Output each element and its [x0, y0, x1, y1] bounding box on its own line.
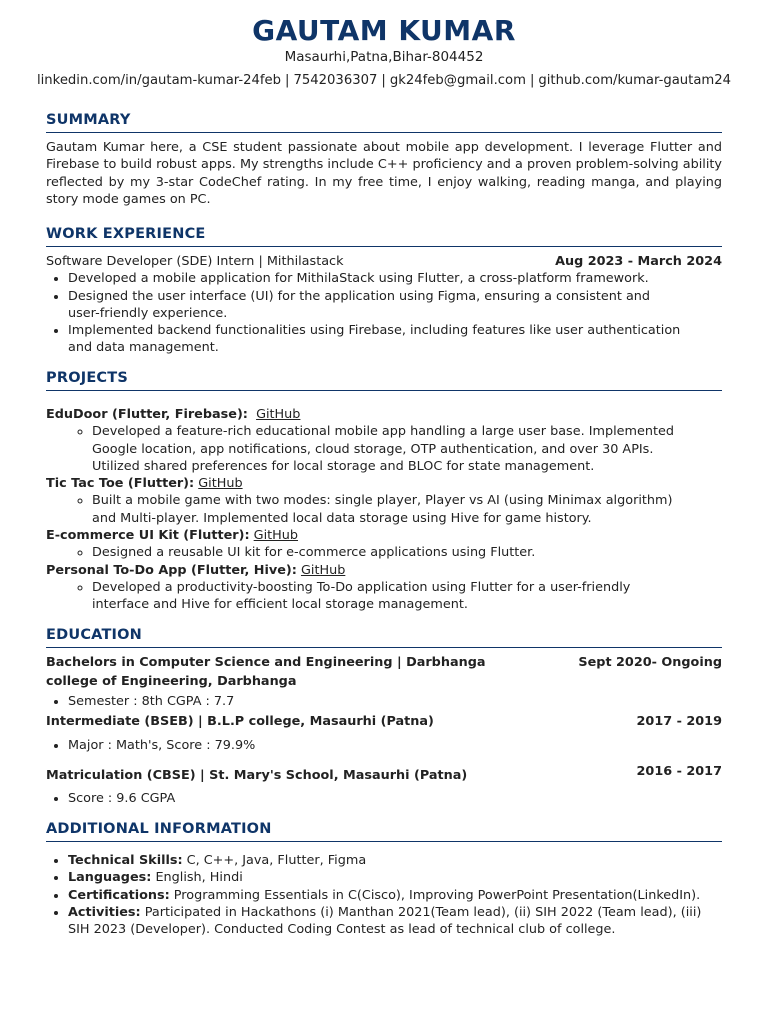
job-role: Software Developer (SDE) Intern | Mithilastack	[46, 254, 344, 269]
additional-list	[46, 852, 722, 938]
list-item	[68, 904, 722, 939]
list-item: ◦ Developed a productivity-boosting To-Do application using Flutter for a user-friendly interface and Hive for efficient local storage management.	[92, 579, 722, 614]
project-name: Tic Tac Toe (Flutter):	[46, 476, 195, 492]
separator: |	[285, 73, 290, 88]
summary-section	[46, 111, 722, 208]
section-title: EDUCATION	[46, 626, 722, 648]
email-link[interactable]: gk24feb@gmail.com	[389, 73, 526, 88]
job-header	[46, 253, 722, 270]
list-item: ◦ Built a mobile game with two modes: single player, Player vs AI (using Minimax algorithm) and Multi-player. Implemented local data storage using Hive for game history.	[92, 492, 722, 527]
project-bullets	[46, 579, 722, 614]
list-item: • Score : 9.6 CGPA	[68, 790, 722, 807]
project-name: EduDoor (Flutter, Firebase):	[46, 407, 248, 422]
separator: |	[381, 73, 386, 88]
list-item: • Designed the user interface (UI) for the application using Figma, ensuring a consistent and user-friendly experience.	[68, 288, 722, 323]
project-title	[46, 562, 722, 579]
list-item	[68, 852, 722, 869]
education-details	[46, 737, 722, 754]
list-item: • Implemented backend functionalities using Firebase, including features like user authentication and data management.	[68, 322, 722, 357]
section-title: WORK EXPERIENCE	[46, 225, 722, 247]
list-item: • Developed a mobile application for MithilaStack using Flutter, a cross-platform framework.	[68, 270, 722, 287]
list-item	[68, 869, 722, 886]
job-dates: Aug 2023 - March 2024	[555, 254, 722, 269]
education-entry	[46, 762, 722, 785]
education-details	[46, 693, 722, 710]
github-link[interactable]: GitHub	[253, 528, 299, 544]
education-entry	[46, 653, 722, 691]
summary-text: Gautam Kumar here, a CSE student passionate about mobile app development. I leverage Flutter and Firebase to build robust apps. My strengths include C++ proficiency and a proven problem-solving ability reflected by my 3-star CodeChef rating. In my free time, I enjoy walking, reading manga, and playing story mode games on PC.	[46, 140, 722, 207]
item-label: Activities:	[68, 904, 141, 920]
project-name: E-commerce UI Kit (Flutter):	[46, 528, 250, 544]
item-label: Languages:	[68, 870, 152, 886]
github-link[interactable]: GitHub	[256, 407, 301, 422]
section-title: SUMMARY	[46, 111, 722, 133]
work-section	[46, 225, 722, 357]
projects-section	[46, 369, 722, 614]
item-value: C, C++, Java, Flutter, Figma	[182, 853, 367, 868]
list-item: • Semester : 8th CGPA : 7.7	[68, 693, 722, 710]
project-title	[46, 406, 722, 423]
section-title: PROJECTS	[46, 369, 722, 391]
address: Masaurhi,Patna,Bihar-804452	[284, 49, 484, 65]
list-item	[68, 887, 722, 904]
degree: Matriculation (CBSE) | St. Mary's School, Masaurhi (Patna)	[46, 767, 468, 783]
item-label: Technical Skills:	[68, 853, 183, 868]
item-label: Certifications:	[68, 887, 170, 903]
linkedin-link[interactable]: linkedin.com/in/gautam-kumar-24feb	[36, 73, 282, 88]
education-details	[46, 790, 722, 807]
job-bullets	[46, 270, 722, 356]
education-section	[46, 626, 722, 807]
list-item: ◦ Designed a reusable UI kit for e-commerce applications using Flutter.	[92, 544, 722, 561]
separator: |	[529, 73, 535, 88]
project-bullets	[46, 492, 722, 527]
education-dates: 2017 - 2019	[636, 714, 722, 730]
candidate-name: GAUTAM KUMAR	[252, 14, 516, 47]
item-value: English, Hindi	[151, 870, 243, 886]
education-dates: Sept 2020- Ongoing	[578, 655, 722, 670]
project-title	[46, 475, 722, 492]
item-value: Participated in Hackathons (i) Manthan 2021(Team lead), (ii) SIH 2022 (Team lead), (iii) SIH 2023 (Developer). Conducted Coding Contest as lead of technical club of college.	[68, 904, 702, 938]
degree: Bachelors in Computer Science and Engineering | Darbhanga college of Engineering, Darbhanga	[46, 655, 486, 689]
project-bullets	[46, 544, 722, 561]
list-item: • Major : Math's, Score : 79.9%	[68, 737, 722, 754]
phone-number: 7542036307	[293, 73, 378, 88]
list-item: ◦ Developed a feature-rich educational mobile app handling a large user base. Implemented Google location, app notifications, cloud storage, OTP authentication, and over 30 APIs. Utilized shared preferences for local storage and BLOC for state management.	[92, 423, 722, 475]
project-title	[46, 527, 722, 544]
contact-line	[0, 73, 768, 88]
github-link[interactable]: github.com/kumar-gautam24	[538, 73, 732, 88]
education-dates: 2016 - 2017	[636, 763, 722, 779]
github-link[interactable]: GitHub	[300, 562, 346, 578]
github-link[interactable]: GitHub	[198, 476, 243, 492]
education-entry	[46, 712, 722, 731]
project-bullets	[46, 423, 722, 475]
item-value: Programming Essentials in C(Cisco), Improving PowerPoint Presentation(LinkedIn).	[169, 887, 701, 903]
degree: Intermediate (BSEB) | B.L.P college, Masaurhi (Patna)	[46, 714, 434, 730]
section-title: ADDITIONAL INFORMATION	[46, 820, 722, 842]
project-name: Personal To-Do App (Flutter, Hive):	[46, 562, 297, 578]
additional-section	[46, 820, 722, 938]
